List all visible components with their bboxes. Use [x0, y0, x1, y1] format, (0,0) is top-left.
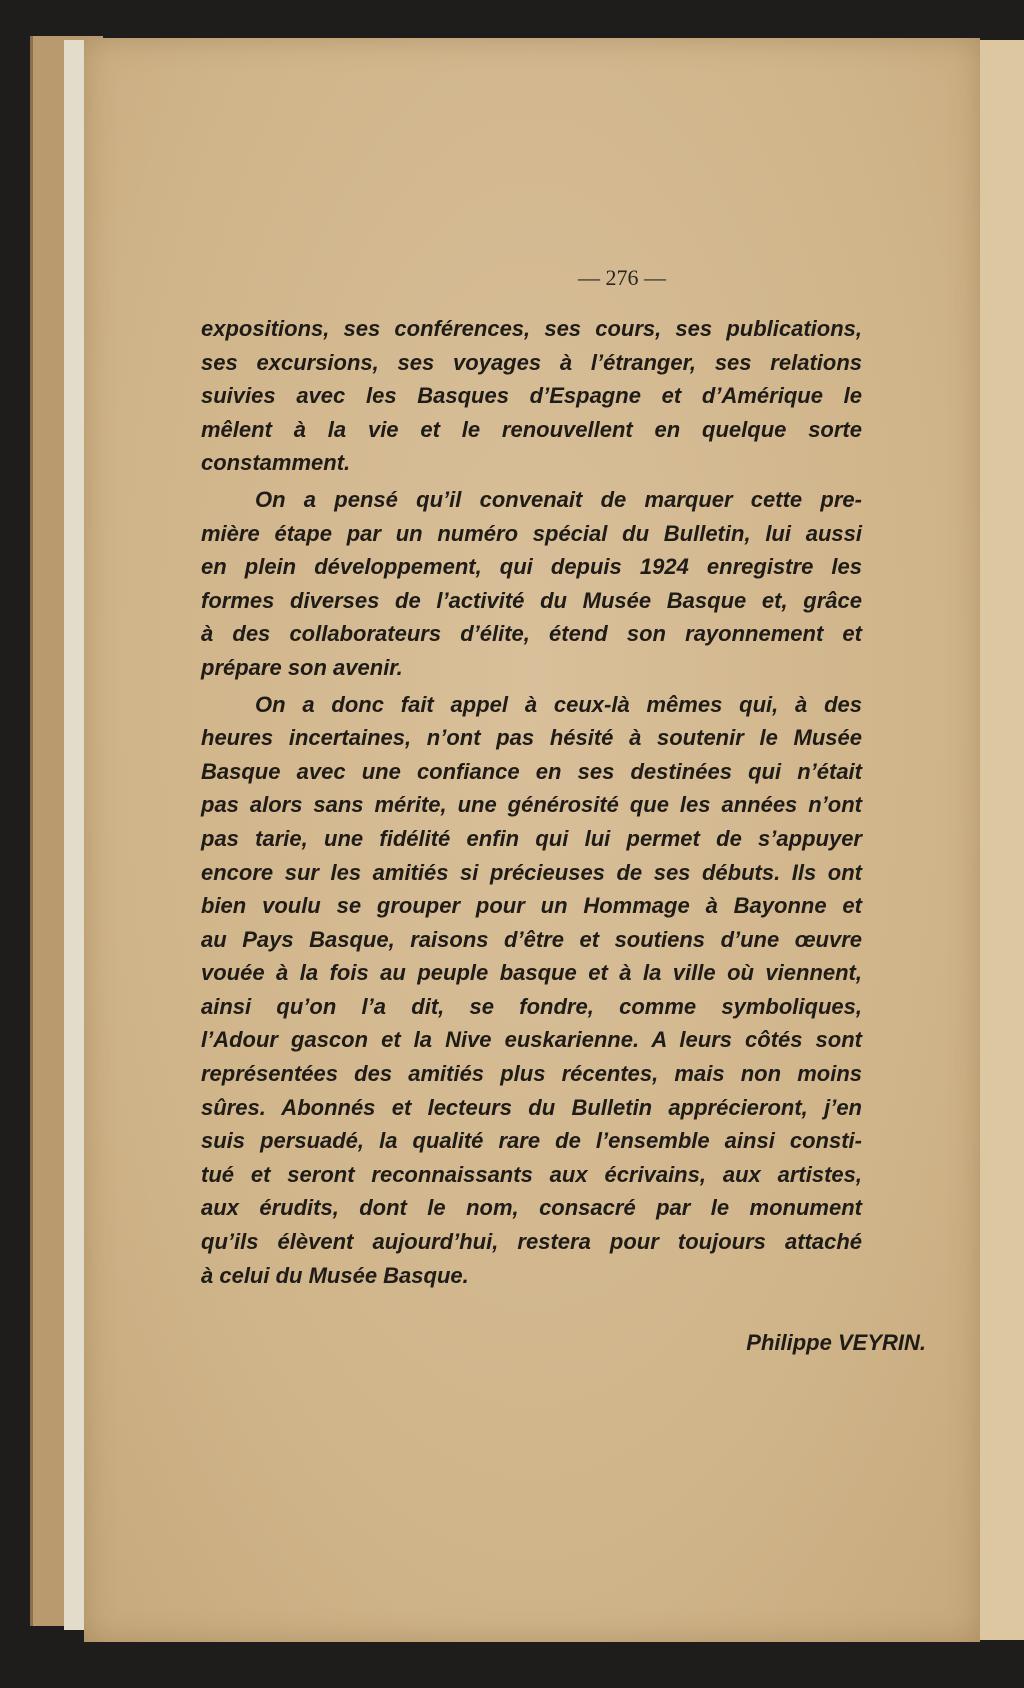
text-line: à celui du Musée Basque. — [201, 1262, 469, 1288]
text-line: formes diverses de l’activité du Musée Basque et, grâce — [201, 587, 862, 613]
text-line: sûres. Abonnés et lecteurs du Bulletin apprécieront, j’en — [201, 1094, 862, 1120]
text-line: bien voulu se grouper pour un Hommage à Bayonne et — [201, 893, 862, 919]
text-line: mière étape par un numéro spécial du Bulletin, lui aussi — [201, 520, 862, 546]
text-line: mêlent à la vie et le renouvellent en quelque sorte — [201, 416, 862, 442]
text-line: vouée à la fois au peuple basque et à la ville où viennent, — [201, 960, 862, 986]
paragraph — [201, 688, 862, 1293]
text-line: expositions, ses conférences, ses cours, ses publications, — [201, 316, 862, 341]
text-line: suis persuadé, la qualité rare de l’ensemble ainsi consti- — [201, 1128, 862, 1154]
text-line: l’Adour gascon et la Nive euskarienne. A leurs côtés sont — [201, 1027, 862, 1053]
text-line: constamment. — [201, 450, 351, 476]
text-line: tué et seront reconnaissants aux écrivains, aux artistes, — [201, 1161, 862, 1187]
text-line: prépare son avenir. — [201, 654, 403, 680]
body-text — [201, 312, 862, 1295]
paragraph — [201, 483, 862, 685]
facing-page-edge — [978, 40, 1024, 1640]
text-line: suivies avec les Basques d’Espagne et d’Amérique le — [201, 383, 862, 409]
text-line: représentées des amitiés plus récentes, mais non moins — [201, 1061, 862, 1087]
text-line: encore sur les amitiés si précieuses de ses débuts. Ils ont — [201, 859, 862, 885]
text-line: On a pensé qu’il convenait de marquer cette pre- — [255, 486, 862, 512]
page-number: — 276 — — [578, 265, 666, 290]
text-line: ses excursions, ses voyages à l’étranger, ses relations — [201, 349, 862, 375]
author-signature: Philippe VEYRIN. — [746, 1330, 926, 1355]
text-line: ainsi qu’on l’a dit, se fondre, comme symboliques, — [201, 993, 862, 1019]
text-line: qu’ils élèvent aujourd’hui, restera pour toujours attaché — [201, 1229, 862, 1255]
text-line: pas alors sans mérite, une générosité que les années n’ont — [201, 792, 862, 818]
text-line: aux érudits, dont le nom, consacré par le monument — [201, 1195, 862, 1221]
page-edge-strip — [64, 40, 86, 1630]
text-line: heures incertaines, n’ont pas hésité à soutenir le Musée — [201, 725, 862, 751]
text-line: au Pays Basque, raisons d’être et soutiens d’une œuvre — [201, 926, 862, 952]
text-line: On a donc fait appel à ceux-là mêmes qui, à des — [255, 691, 862, 717]
text-line: Basque avec une confiance en ses destinées qui n’était — [201, 758, 862, 784]
text-line: à des collaborateurs d’élite, étend son rayonnement et — [201, 621, 862, 647]
text-line: en plein développement, qui depuis 1924 enregistre les — [201, 554, 862, 580]
text-line: pas tarie, une fidélité enfin qui lui permet de s’appuyer — [201, 825, 862, 851]
paragraph — [201, 312, 862, 480]
